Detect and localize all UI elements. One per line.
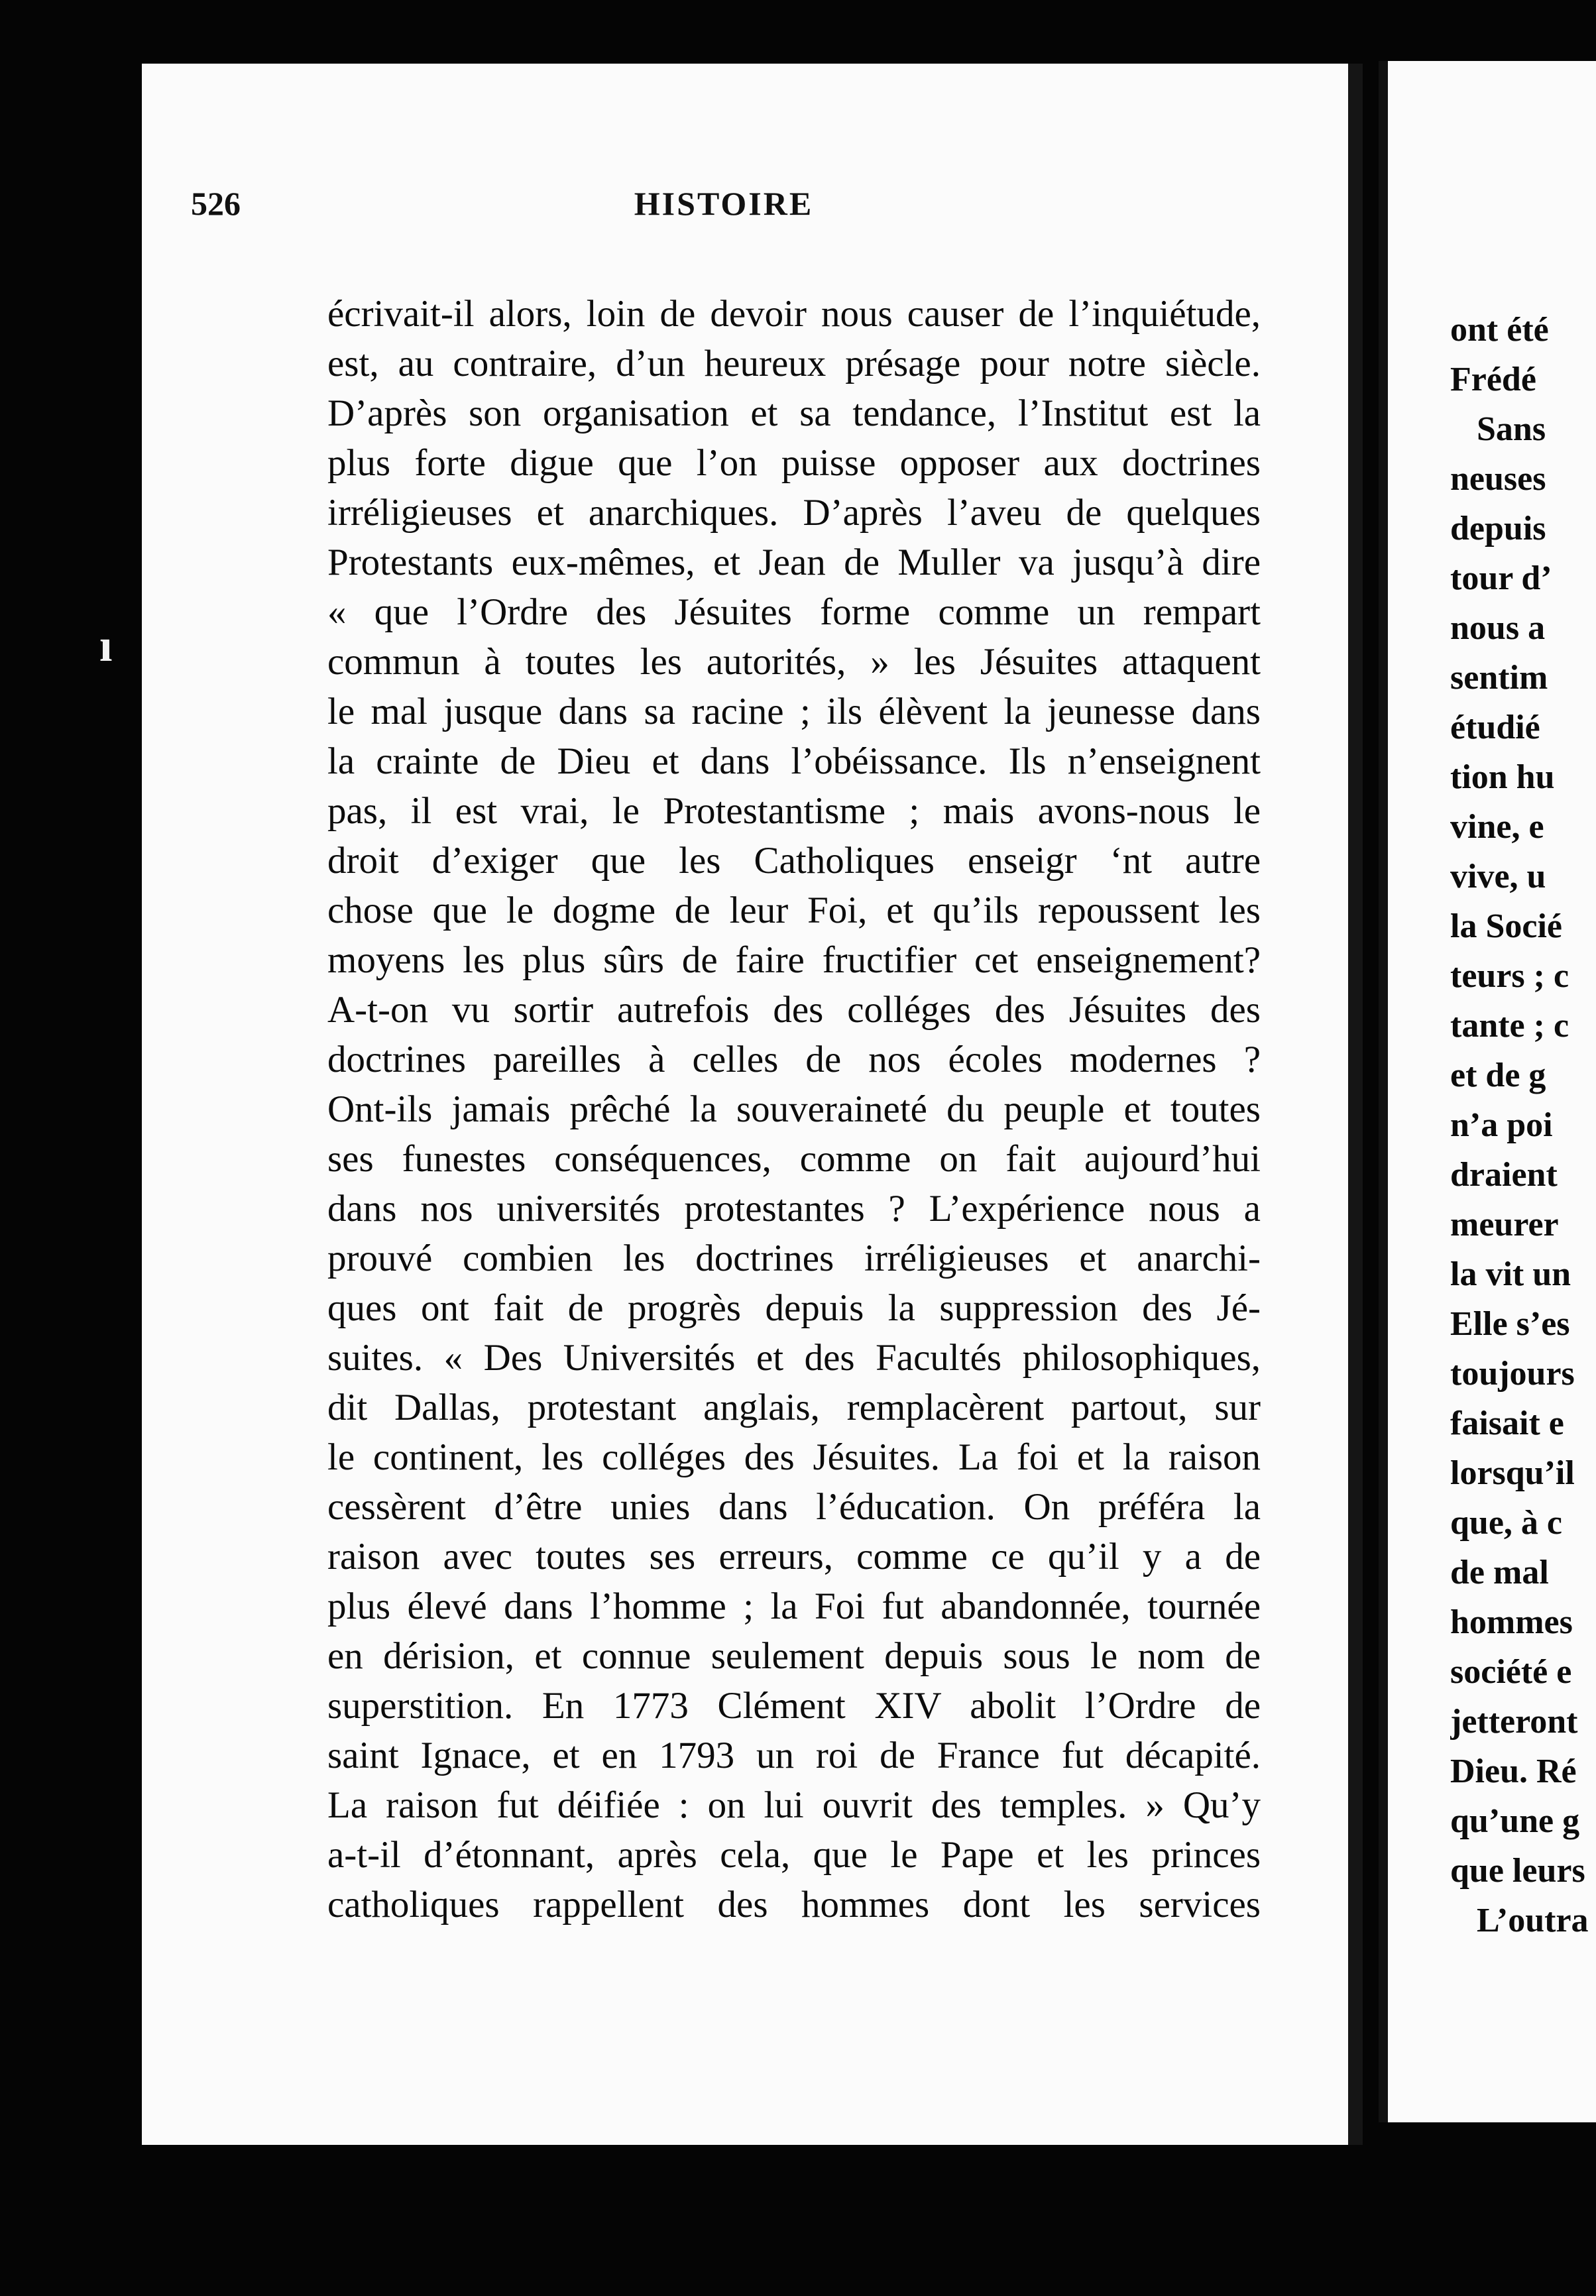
text-line: doctrines pareilles à celles de nos écoles modernes ?: [327, 1039, 1261, 1080]
right-page-line: Dieu. Ré: [1450, 1752, 1577, 1790]
text-line: catholiques rappellent des hommes dont les services: [327, 1884, 1261, 1925]
text-line: D’après son organisation et sa tendance, l’Institut est la: [327, 392, 1261, 434]
text-line: ses funestes conséquences, comme on fait aujourd’hui: [327, 1138, 1261, 1180]
right-page-line: la vit un: [1450, 1255, 1571, 1293]
text-line: plus forte digue que l’on puisse opposer aux doctrines: [327, 442, 1261, 484]
right-page-line: vive, u: [1450, 858, 1546, 895]
right-page-line: nous a: [1450, 609, 1546, 647]
right-page-line: Frédé: [1450, 361, 1536, 398]
text-line: le mal jusque dans sa racine ; ils élèvent la jeunesse dans: [327, 691, 1261, 732]
text-line: commun à toutes les autorités, » les Jésuites attaquent: [327, 641, 1261, 683]
text-line: raison avec toutes ses erreurs, comme ce qu’il y a de: [327, 1536, 1261, 1578]
text-line: cessèrent d’être unies dans l’éducation. On préféra la: [327, 1486, 1261, 1528]
right-page-line: et de g: [1450, 1057, 1546, 1094]
right-page-line: depuis: [1450, 510, 1546, 547]
text-line: prouvé combien les doctrines irréligieuses et anarchi-: [327, 1237, 1261, 1279]
text-line: écrivait-il alors, loin de devoir nous causer de l’inquiétude,: [327, 293, 1261, 335]
margin-mark: ı: [99, 620, 113, 671]
text-line: a-t-il d’étonnant, après cela, que le Pape et les princes: [327, 1834, 1261, 1876]
right-page-line: société e: [1450, 1653, 1572, 1691]
right-page-text: [1450, 305, 1596, 1945]
right-page-line: jetteront: [1450, 1703, 1578, 1741]
text-line: droit d’exiger que les Catholiques enseigr ‘nt autre: [327, 840, 1261, 882]
right-page-line: meurer: [1450, 1206, 1559, 1243]
right-page-line: la Socié: [1450, 907, 1562, 945]
right-page-line: neuses: [1450, 460, 1546, 498]
right-page-line: hommes: [1450, 1603, 1573, 1641]
right-page-line: vine, e: [1450, 808, 1544, 846]
text-line: dans nos universités protestantes ? L’expérience nous a: [327, 1188, 1261, 1230]
right-page-line: ont été: [1450, 311, 1549, 349]
right-page-line: sentim: [1450, 659, 1548, 697]
right-page-line: que, à c: [1450, 1504, 1562, 1542]
text-line: ques ont fait de progrès depuis la suppression des Jé-: [327, 1287, 1261, 1329]
text-line: la crainte de Dieu et dans l’obéissance. Ils n’enseignent: [327, 740, 1261, 782]
right-page-line: tion hu: [1450, 758, 1555, 796]
text-line: saint Ignace, et en 1793 un roi de France fut décapité.: [327, 1735, 1261, 1776]
text-line: est, au contraire, d’un heureux présage pour notre siècle.: [327, 343, 1261, 384]
right-page-line: Sans: [1477, 410, 1546, 448]
right-page-line: n’a poi: [1450, 1106, 1553, 1144]
text-line: chose que le dogme de leur Foi, et qu’ils repoussent les: [327, 890, 1261, 931]
right-page-line: que leurs: [1450, 1852, 1585, 1890]
right-page-line: draient: [1450, 1156, 1558, 1194]
text-line: plus élevé dans l’homme ; la Foi fut abandonnée, tournée: [327, 1585, 1261, 1627]
text-line: superstition. En 1773 Clément XIV abolit l’Ordre de: [327, 1685, 1261, 1727]
text-line: A-t-on vu sortir autrefois des colléges des Jésuites des: [327, 989, 1261, 1031]
right-page-line: L’outra: [1477, 1902, 1589, 1939]
text-line: en dérision, et connue seulement depuis sous le nom de: [327, 1635, 1261, 1677]
right-page-line: tour d’: [1450, 559, 1552, 597]
text-line: dit Dallas, protestant anglais, remplacèrent partout, sur: [327, 1387, 1261, 1428]
text-line: suites. « Des Universités et des Facultés philosophiques,: [327, 1337, 1261, 1379]
right-page-line: lorsqu’il: [1450, 1454, 1575, 1492]
right-page-line: qu’une g: [1450, 1802, 1580, 1840]
right-page-line: faisait e: [1450, 1405, 1564, 1442]
page-header: [191, 184, 1257, 231]
text-line: Ont-ils jamais prêché la souveraineté du peuple et toutes: [327, 1088, 1261, 1130]
body-text: [327, 289, 1261, 1929]
right-page-line: tante ; c: [1450, 1007, 1569, 1045]
right-page-line: de mal: [1450, 1554, 1549, 1591]
right-page-line: étudié: [1450, 709, 1540, 746]
page-number: 526: [191, 185, 241, 222]
text-line: pas, il est vrai, le Protestantisme ; mais avons-nous le: [327, 790, 1261, 832]
text-line: Protestants eux-mêmes, et Jean de Muller va jusqu’à dire: [327, 542, 1261, 583]
running-title: HISTOIRE: [634, 185, 814, 222]
text-line: irréligieuses et anarchiques. D’après l’aveu de quelques: [327, 492, 1261, 534]
right-page-line: teurs ; c: [1450, 957, 1569, 995]
right-page-line: Elle s’es: [1450, 1305, 1570, 1343]
text-line: moyens les plus sûrs de faire fructifier cet enseignement?: [327, 939, 1261, 981]
text-line: le continent, les colléges des Jésuites. La foi et la raison: [327, 1436, 1261, 1478]
text-line: La raison fut déifiée : on lui ouvrit des temples. » Qu’y: [327, 1784, 1261, 1826]
text-line: « que l’Ordre des Jésuites forme comme un rempart: [327, 591, 1261, 633]
right-page-line: toujours: [1450, 1355, 1575, 1393]
